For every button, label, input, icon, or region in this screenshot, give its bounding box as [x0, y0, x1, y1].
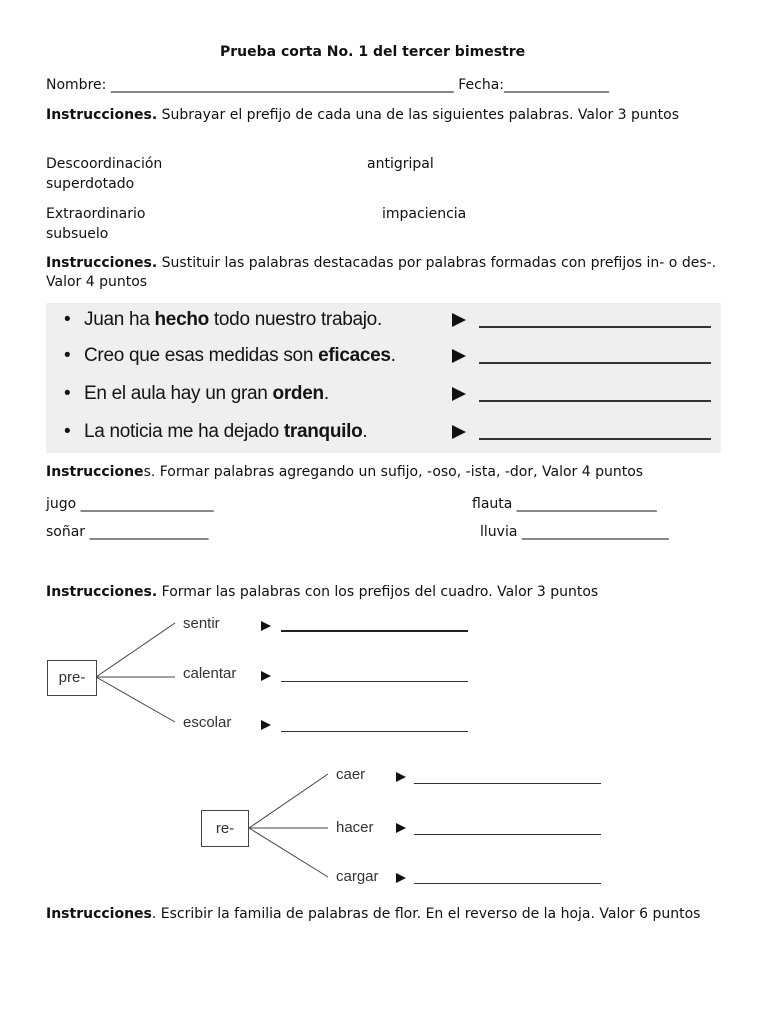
suffix-item: soñar _________________ [46, 524, 209, 540]
suffix-item: lluvia _____________________ [480, 524, 669, 540]
root-word: sentir [183, 615, 220, 632]
sentence-text: . [390, 345, 396, 366]
answer-line [281, 630, 468, 632]
page-title: Prueba corta No. 1 del tercer bimestre [220, 44, 526, 60]
arrow-right-icon [261, 671, 271, 681]
answer-line [414, 783, 601, 784]
highlighted-word: tranquilo [283, 421, 363, 442]
arrow-right-icon [396, 823, 406, 833]
suffix-item: flauta ____________________ [472, 496, 657, 512]
prefix-box: re- [201, 810, 249, 847]
answer-line [414, 883, 601, 884]
sentence-text: Juan ha [84, 309, 155, 330]
instructions-label: Instrucciones. [46, 584, 158, 600]
arrow-right-icon [261, 720, 271, 730]
instructions-label: Instrucciones. [46, 107, 158, 123]
answer-line [281, 681, 468, 682]
highlighted-word: eficaces [318, 345, 391, 366]
suffix-item: jugo ___________________ [46, 496, 214, 512]
highlighted-word: hecho [154, 309, 209, 330]
instructions-text: Formar las palabras con los prefijos del cuadro. Valor 3 puntos [157, 584, 599, 600]
sentence-text: todo nuestro trabajo. [208, 309, 382, 330]
word-item: superdotado [46, 176, 135, 192]
sentence-text: . [323, 383, 329, 404]
arrow-right-icon [261, 621, 271, 631]
instructions-5 [46, 905, 736, 924]
sentence-text: La noticia me ha dejado [84, 421, 284, 442]
word-item: antigripal [367, 156, 434, 172]
bullet: • [64, 345, 71, 366]
instructions-text: Subrayar el prefijo de cada una de las siguientes palabras. Valor 3 puntos [157, 107, 679, 123]
instructions-label: Instrucciones [46, 906, 152, 922]
word-item: Descoordinación [46, 156, 163, 172]
arrow-right-icon [396, 772, 406, 782]
instructions-label: Instrucciones. [46, 255, 158, 271]
instructions-label: Instruccione [46, 464, 144, 480]
word-item: impaciencia [382, 206, 467, 222]
root-word: caer [336, 766, 366, 783]
root-word: hacer [336, 819, 374, 836]
name-date-line: Nombre: _________________________________________________ Fecha:_______________ [46, 77, 610, 93]
instructions-text: Sustituir las palabras destacadas por palabras formadas con prefijos in- o des-. Valor 4 puntos [46, 255, 717, 290]
sentence-text: . [362, 421, 368, 442]
root-word: cargar [336, 868, 379, 885]
arrow-right-icon [396, 873, 406, 883]
highlighted-word: orden [272, 383, 324, 404]
sentence-text: Creo que esas medidas son [84, 345, 319, 366]
root-word: escolar [183, 714, 232, 731]
instructions-text: . Escribir la familia de palabras de flor. En el reverso de la hoja. Valor 6 puntos [151, 906, 701, 922]
word-item: Extraordinario [46, 206, 146, 222]
bullet: • [64, 383, 71, 404]
root-word: calentar [183, 665, 237, 682]
bullet: • [64, 421, 71, 442]
bullet: • [64, 309, 71, 330]
instructions-text: s. Formar palabras agregando un sufijo, -oso, -ista, -dor, Valor 4 puntos [143, 464, 644, 480]
word-item: subsuelo [46, 226, 109, 242]
answer-line [414, 834, 601, 835]
sentence-text: En el aula hay un gran [84, 383, 273, 404]
prefix-box: pre- [47, 660, 97, 696]
answer-line [281, 731, 468, 732]
